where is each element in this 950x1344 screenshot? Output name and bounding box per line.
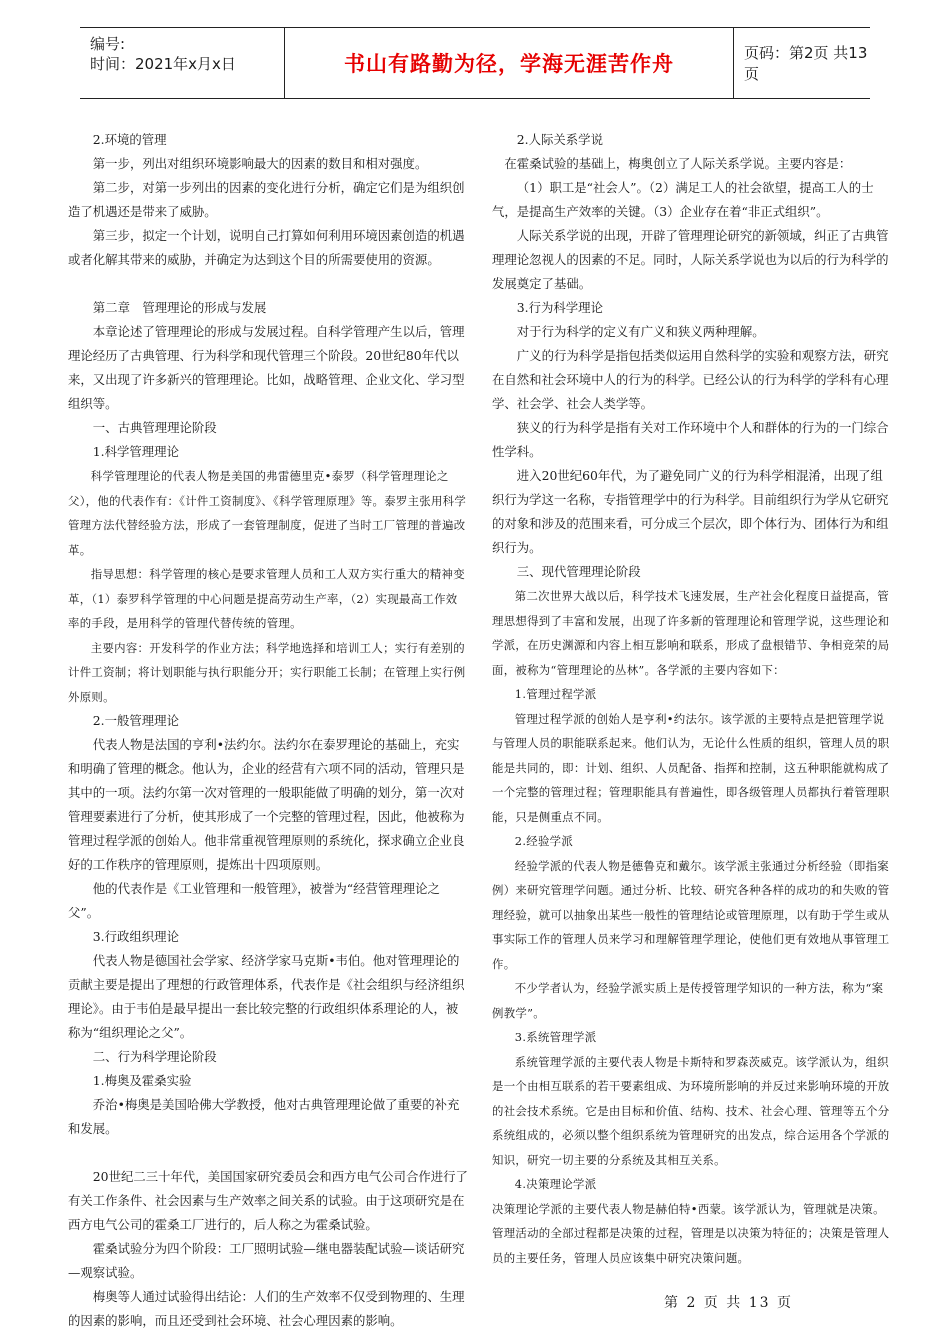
subsection-heading: 3.行为科学理论 bbox=[516, 300, 603, 315]
paragraph: 指导思想：科学管理的核心是要求管理人员和工人双方实行重大的精神变革，（1）泰罗科学管理的中心问题是提高劳动生产率，（2）实现最高工作效率的手段，是用科学的管理代替传统的管理。 bbox=[68, 567, 465, 630]
subsection-heading: 2.人际关系学说 bbox=[516, 132, 603, 147]
paragraph: 科学管理理论的代表人物是美国的弗雷德里克•泰罗（科学管理理论之父），他的代表作有：《计件工资制度》、《科学管理原理》等。泰罗主张用科学管理方法代替经验方法，形成了一套管理制度，促进了当时工厂管理的普遍改革。 bbox=[68, 469, 467, 557]
subsection-heading: 2.一般管理理论 bbox=[92, 713, 179, 728]
paragraph: 决策理论学派的主要代表人物是赫伯特•西蒙。该学派认为，管理就是决策。管理活动的全部过程都是决策的过程，管理是以决策为特征的；决策是管理人员的主要任务，管理人员应该集中研究决策问题。 bbox=[492, 1201, 890, 1265]
paragraph: 第二次世界大战以后，科学技术飞速发展，生产社会化程度日益提高，管理思想得到了丰富和发展，出现了许多新的管理理论和管理学说，这些理论和学派，在历史渊源和内容上相互影响和联系，形成了盘根错节、争相竞荣的局面，被称为“管理理论的丛林”。各学派的主要内容如下： bbox=[492, 589, 890, 677]
section-heading: 三、现代管理理论阶段 bbox=[516, 564, 641, 579]
paragraph: 不少学者认为，经验学派实质上是传授管理学知识的一种方法，称为“案例教学”。 bbox=[492, 981, 884, 1020]
paragraph: 第二步，对第一步列出的因素的变化进行分析，确定它们是为组织创造了机遇还是带来了威胁。 bbox=[68, 180, 465, 219]
header-motto: 书山有路勤为径，学海无涯苦作舟 bbox=[344, 52, 674, 76]
header-meta bbox=[80, 28, 280, 98]
paragraph: 对于行为科学的定义有广义和狭义两种理解。 bbox=[516, 324, 765, 339]
page-header bbox=[80, 27, 870, 99]
paragraph: 20世纪二三十年代，美国国家研究委员会和西方电气公司合作进行了有关工作条件、社会因素与生产效率之间关系的试验。由于这项研究是在西方电气公司的霍桑工厂进行的，后人称之为霍桑试验。 bbox=[68, 1169, 468, 1232]
section-heading: 2.环境的管理 bbox=[92, 132, 167, 147]
subsection-heading: 1.管理过程学派 bbox=[514, 687, 597, 701]
left-column bbox=[68, 128, 468, 1333]
header-page-label: 页码：第2页 共13页 bbox=[744, 44, 868, 83]
document-time-label: 时间：2021年x月x日 bbox=[90, 55, 236, 73]
paragraph: 人际关系学说的出现，开辟了管理理论研究的新领域，纠正了古典管理理论忽视人的因素的不足。同时，人际关系学说也为以后的行为科学的发展奠定了基础。 bbox=[492, 228, 889, 291]
paragraph: 经验学派的代表人物是德鲁克和戴尔。该学派主张通过分析经验（即指案例）来研究管理学问题。通过分析、比较、研究各种各样的成功的和失败的管理经验，就可以抽象出某些一般性的管理结论或管理原理，以有助于学生或从事实际工作的管理人员来学习和理解管理学理论，使他们更有效地从事管理工作。 bbox=[492, 858, 890, 971]
section-heading: 二、行为科学理论阶段 bbox=[92, 1049, 217, 1064]
section-heading: 一、古典管理理论阶段 bbox=[92, 420, 217, 435]
paragraph: 代表人物是法国的亨利•法约尔。法约尔在泰罗理论的基础上，充实和明确了管理的概念。他认为，企业的经营有六项不同的活动，管理只是其中的一项。法约尔第一次对管理的一般职能做了明确的划分，第一次对管理要素进行了分析，使其形成了一个完整的管理过程，因此，他被称为管理过程学派的创始人。他非常重视管理原则的系统化，探求确立企业良好的工作秩序的管理原则，提炼出十四项原则。 bbox=[68, 737, 465, 872]
paragraph: 系统管理学派的主要代表人物是卡斯特和罗森茨威克。该学派认为，组织是一个由相互联系的若干要素组成、为环境所影响的并反过来影响环境的开放的社会技术系统。它是由目标和价值、结构、技术、社会心理、管理等五个分系统组成的，必须以整个组织系统为管理研究的出发点，综合运用各个学派的知识，研究一切主要的分系统及其相互关系。 bbox=[492, 1054, 890, 1167]
paragraph: 他的代表作是《工业管理和一般管理》，被誉为“经营管理理论之父”。 bbox=[68, 881, 440, 920]
paragraph: 乔治•梅奥是美国哈佛大学教授，他对古典管理理论做了重要的补充和发展。 bbox=[68, 1097, 460, 1136]
right-column bbox=[492, 128, 892, 1270]
subsection-heading: 1.梅奥及霍桑实验 bbox=[92, 1073, 192, 1088]
subsection-heading: 3.系统管理学派 bbox=[514, 1030, 597, 1044]
page-footer: 第 2 页 共 13 页 bbox=[664, 1295, 793, 1311]
subsection-heading: 4.决策理论学派 bbox=[514, 1177, 597, 1191]
paragraph: 主要内容：开发科学的作业方法；科学地选择和培训工人；实行有差别的计件工资制；将计划职能与执行职能分开；实行职能工长制；在管理上实行例外原则。 bbox=[68, 640, 466, 704]
header-motto-cell bbox=[284, 28, 734, 98]
paragraph: 进入20世纪60年代，为了避免同广义的行为科学相混淆，出现了组织行为学这一名称，专指管理学中的行为科学。目前组织行为学从它研究的对象和涉及的范围来看，可分成三个层次，即个体行为、团体行为和组织行为。 bbox=[492, 468, 889, 555]
paragraph: 管理过程学派的创始人是亨利•约法尔。该学派的主要特点是把管理学说与管理人员的职能联系起来。他们认为，无论什么性质的组织，管理人员的职能是共同的，即：计划、组织、人员配备、指挥和控制，这五种职能就构成了一个完整的管理过程；管理职能具有普遍性，即各级管理人员都执行着管理职能，只是侧重点不同。 bbox=[492, 711, 890, 824]
document-number-label: 编号: bbox=[90, 35, 126, 53]
paragraph: 第一步，列出对组织环境影响最大的因素的数目和相对强度。 bbox=[92, 156, 428, 171]
subsection-heading: 3.行政组织理论 bbox=[92, 929, 179, 944]
paragraph: 广义的行为科学是指包括类似运用自然科学的实验和观察方法，研究在自然和社会环境中人的行为的科学。已经公认的行为科学的学科有心理学、社会学、社会人类学等。 bbox=[492, 348, 889, 411]
paragraph: 第三步，拟定一个计划，说明自己打算如何利用环境因素创造的机遇或者化解其带来的威胁，并确定为达到这个目的所需要使用的资源。 bbox=[68, 228, 465, 267]
paragraph: （1）职工是“社会人”。（2）满足工人的社会欲望，提高工人的士气，是提高生产效率的关键。（3）企业存在着“非正式组织”。 bbox=[492, 180, 874, 219]
paragraph: 在霍桑试验的基础上，梅奥创立了人际关系学说。主要内容是： bbox=[504, 156, 852, 171]
paragraph: 代表人物是德国社会学家、经济学家马克斯•韦伯。他对管理理论的贡献主要是提出了理想的行政管理体系，代表作是《社会组织与经济组织理论》。由于韦伯是最早提出一套比较完整的行政组织体系理论的人，被称为“组织理论之父”。 bbox=[68, 953, 465, 1040]
paragraph: 梅奥等人通过试验得出结论：人们的生产效率不仅受到物理的、生理的因素的影响，而且还受到社会环境、社会心理因素的影响。 bbox=[68, 1289, 465, 1328]
subsection-heading: 2.经验学派 bbox=[514, 834, 574, 848]
paragraph: 狭义的行为科学是指有关对工作环境中个人和群体的行为的一门综合性学科。 bbox=[492, 420, 889, 459]
subsection-heading: 1.科学管理理论 bbox=[92, 444, 179, 459]
paragraph: 本章论述了管理理论的形成与发展过程。自科学管理产生以后，管理理论经历了古典管理、行为科学和现代管理三个阶段。20世纪80年代以来，又出现了许多新兴的管理理论。比如，战略管理、企业文化、学习型组织等。 bbox=[68, 324, 465, 411]
paragraph: 霍桑试验分为四个阶段：工厂照明试验—继电器装配试验—谈话研究—观察试验。 bbox=[68, 1241, 465, 1280]
chapter-heading: 第二章 管理理论的形成与发展 bbox=[92, 300, 267, 315]
